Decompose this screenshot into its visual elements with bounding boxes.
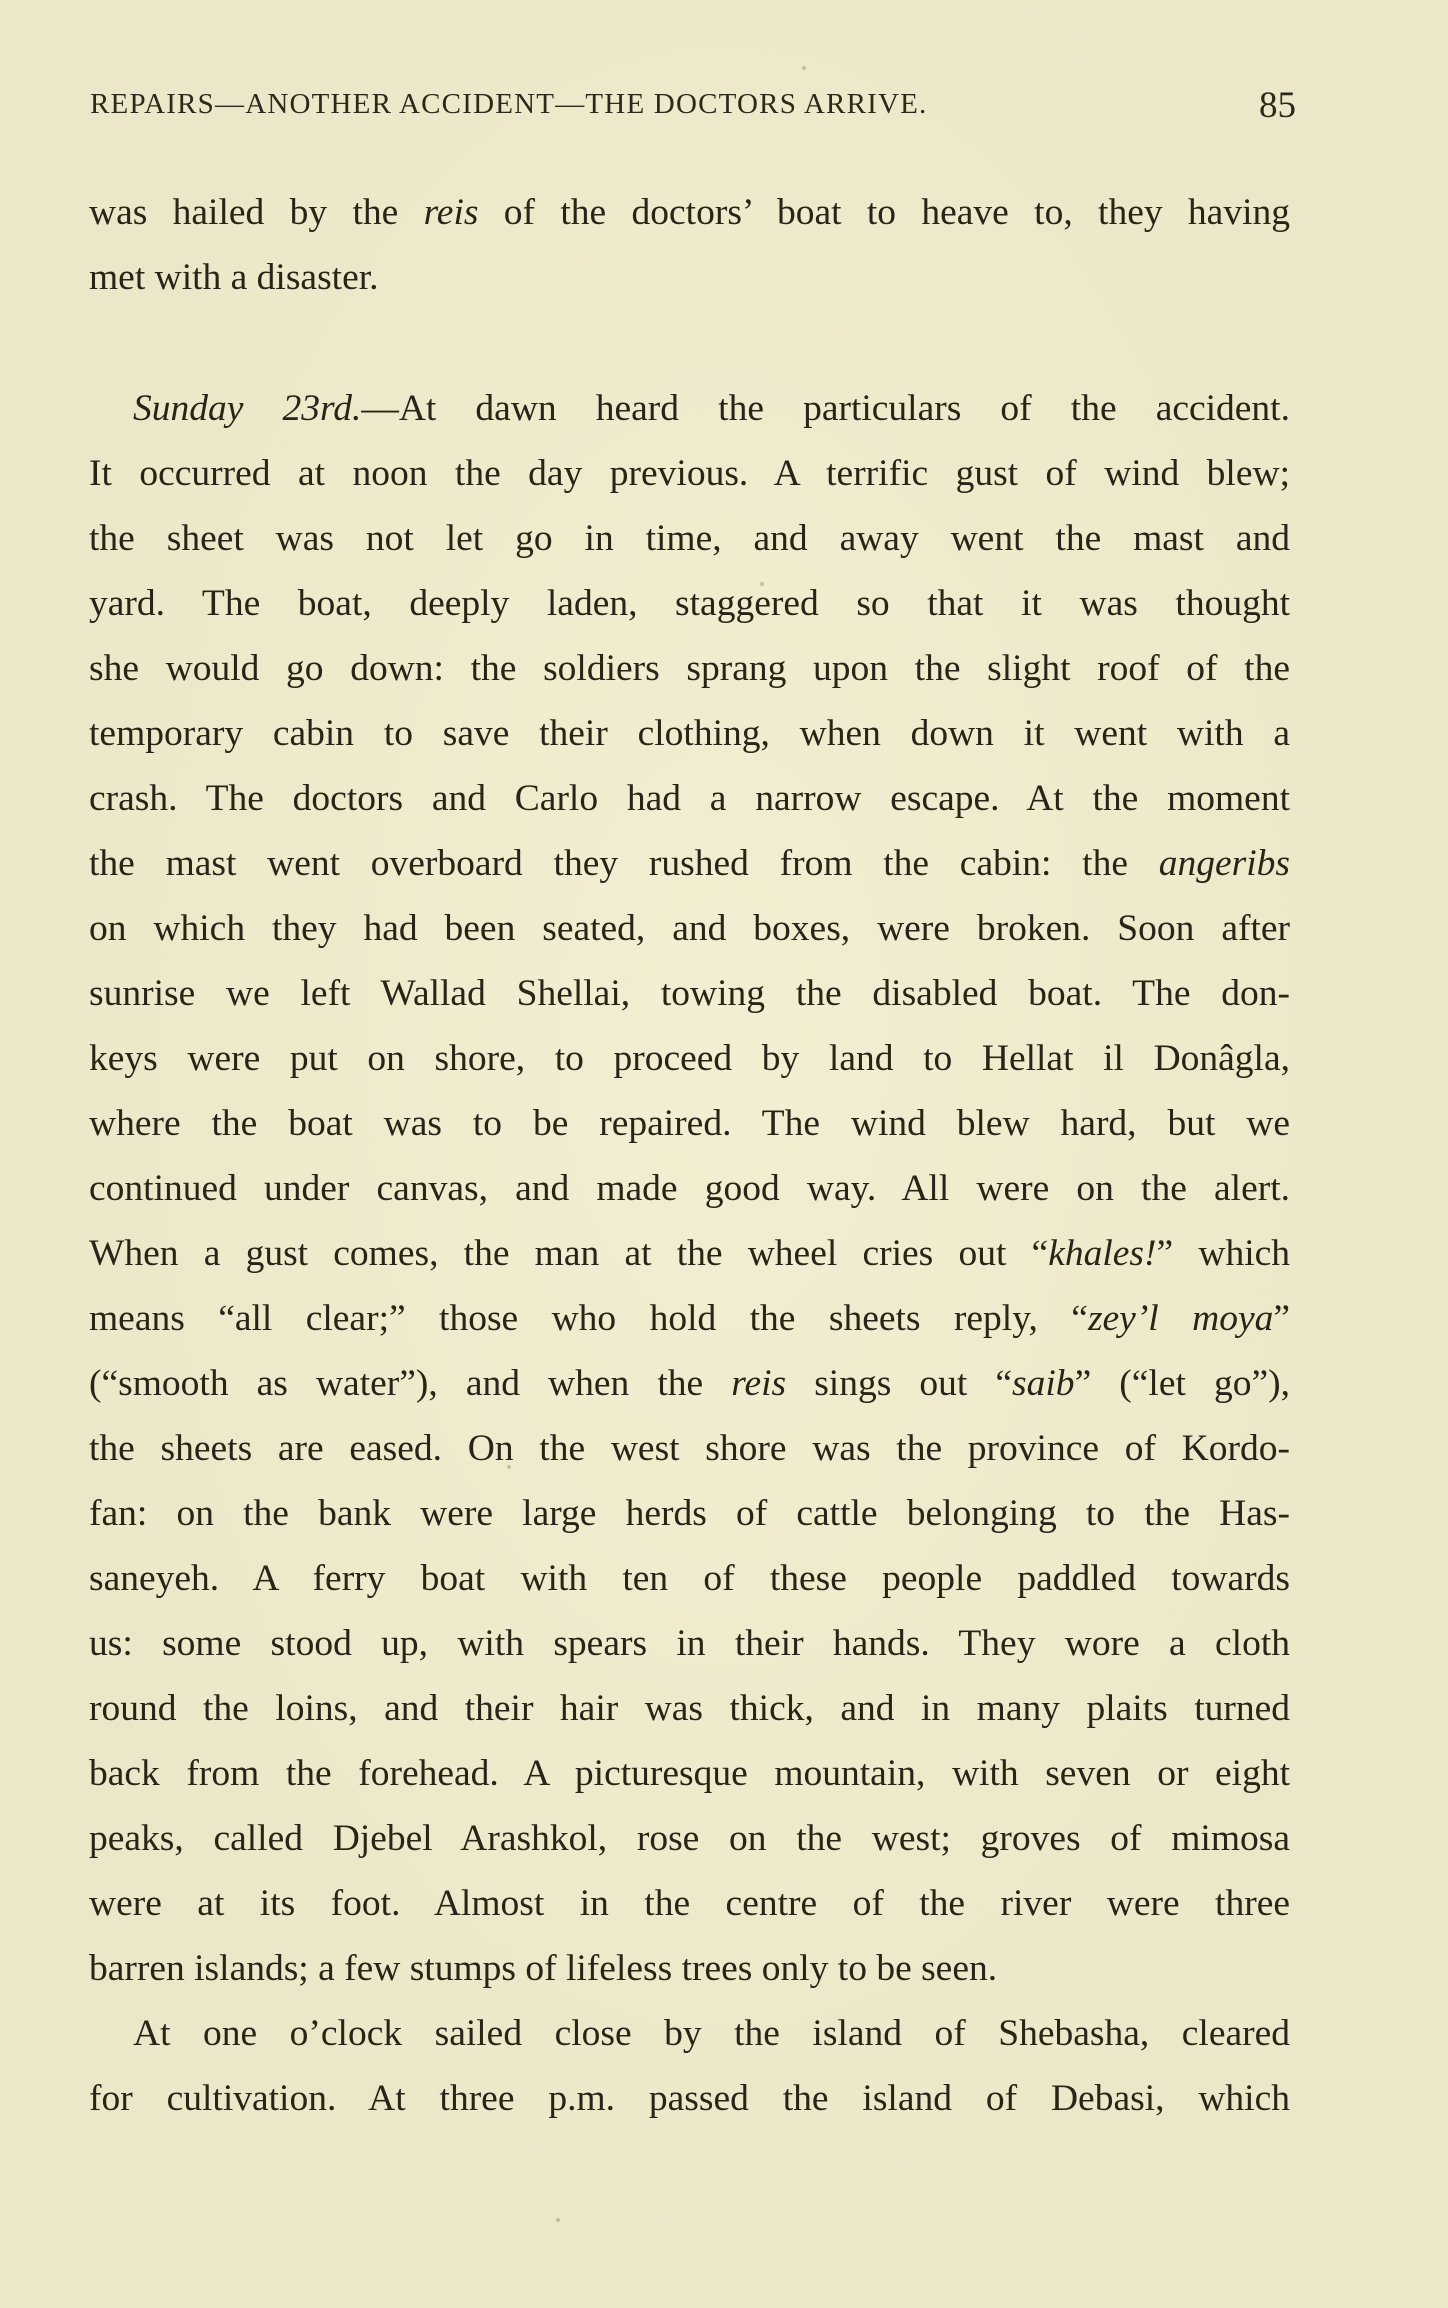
paragraph-gap: [89, 310, 1290, 376]
text-line: crash. The doctors and Carlo had a narrow escape. At the moment: [89, 778, 1290, 819]
text-line: yard. The boat, deeply laden, staggered so that it was thought: [89, 583, 1290, 624]
text-line: us: some stood up, with spears in their hands. They wore a cloth: [89, 1623, 1290, 1664]
paper-speck: [556, 2218, 560, 2222]
text-line: was hailed by the reis of the doctors’ boat to heave to, they having: [89, 192, 1290, 233]
date-heading: Sunday 23rd.: [133, 388, 362, 429]
text-line: means “all clear;” those who hold the sheets reply, “zey’l moya”: [89, 1298, 1291, 1339]
text-line: keys were put on shore, to proceed by land to Hellat il Donâgla,: [89, 1038, 1290, 1079]
paper-speck: [802, 66, 806, 70]
text-line: At one o’clock sailed close by the island of Shebasha, cleared: [133, 2013, 1290, 2054]
text-line: When a gust comes, the man at the wheel cries out “khales!” which: [89, 1233, 1291, 1274]
text-line: where the boat was to be repaired. The wind blew hard, but we: [89, 1103, 1290, 1144]
text-line: were at its foot. Almost in the centre of the river were three: [89, 1883, 1290, 1924]
text-line: on which they had been seated, and boxes, were broken. Soon after: [89, 908, 1290, 949]
text-line: (“smooth as water”), and when the reis sings out “saib” (“let go”),: [89, 1363, 1290, 1404]
paragraph-1: [89, 180, 1290, 310]
text-line: the sheets are eased. On the west shore was the province of Kordo-: [89, 1428, 1290, 1469]
running-title: REPAIRS—ANOTHER ACCIDENT—THE DOCTORS ARRIVE.: [90, 88, 928, 120]
text-line: the sheet was not let go in time, and away went the mast and: [89, 518, 1290, 559]
text-line: fan: on the bank were large herds of cattle belonging to the Has-: [89, 1493, 1290, 1534]
text-line: continued under canvas, and made good way. All were on the alert.: [89, 1168, 1290, 1209]
page-number: 85: [1259, 85, 1296, 126]
text-line: for cultivation. At three p.m. passed the island of Debasi, which: [89, 2078, 1290, 2119]
paper-speck: [760, 582, 764, 586]
text-line: peaks, called Djebel Arashkol, rose on the west; groves of mimosa: [89, 1818, 1290, 1859]
text-line: saneyeh. A ferry boat with ten of these people paddled towards: [89, 1558, 1290, 1599]
text-line: It occurred at noon the day previous. A terrific gust of wind blew;: [89, 453, 1290, 494]
text-line: barren islands; a few stumps of lifeless trees only to be seen.: [89, 1948, 998, 1989]
text-line: met with a disaster.: [89, 257, 379, 298]
paper-speck: [507, 1465, 511, 1469]
running-header: [90, 85, 1296, 140]
body-text: [89, 180, 1290, 2131]
text-line: temporary cabin to save their clothing, when down it went with a: [89, 713, 1290, 754]
paragraph-3: [89, 2001, 1290, 2131]
text-line: Sunday 23rd.—At dawn heard the particulars of the accident.: [133, 388, 1290, 429]
text-line: round the loins, and their hair was thick, and in many plaits turned: [89, 1688, 1290, 1729]
text-line: sunrise we left Wallad Shellai, towing the disabled boat. The don-: [89, 973, 1290, 1014]
paragraph-2: [89, 376, 1290, 2001]
text-line: back from the forehead. A picturesque mountain, with seven or eight: [89, 1753, 1290, 1794]
text-line: she would go down: the soldiers sprang upon the slight roof of the: [89, 648, 1290, 689]
text-line: the mast went overboard they rushed from the cabin: the angeribs: [89, 843, 1290, 884]
